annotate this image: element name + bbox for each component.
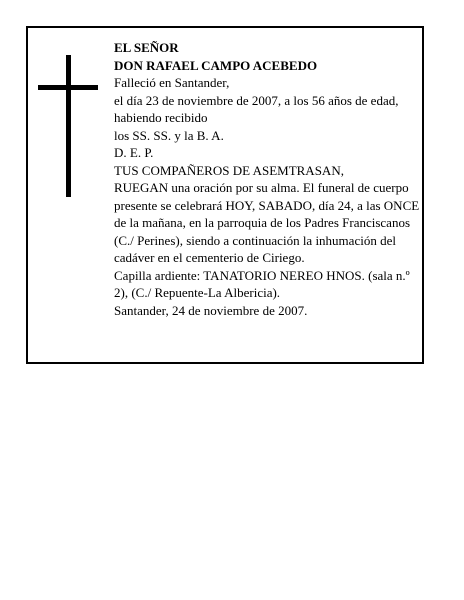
died-in-text: Falleció en Santander,	[114, 75, 230, 90]
died-date-text: el día 23 de noviembre de 2007, a los 56 años de edad, habiendo recibido	[114, 92, 399, 125]
place-date-text: Santander, 24 de noviembre de 2007.	[114, 302, 308, 318]
deceased-name: DON RAFAEL CAMPO ACEBEDO	[114, 57, 318, 73]
funeral-text: RUEGAN una oración por su alma. El funeral de cuerpo presente se celebrará HOY, SABADO, día 24, a las ONCE de la mañana, en la parroquia de los Padres Franciscanos (C./ Perines), siendo a continuación la inhumación del cadáver en el cementerio de Ciriego.	[114, 180, 420, 265]
colleagues-text: TUS COMPAÑEROS DE ASEMTRASAN,	[114, 162, 344, 178]
cross-vertical-bar	[66, 55, 71, 197]
chapel-text: Capilla ardiente: TANATORIO NEREO HNOS. (sala n.º 2), (C./ Repuente-La Albericia).	[114, 267, 410, 300]
sacraments-text: los SS. SS. y la B. A.	[114, 127, 224, 143]
obituary-notice	[26, 26, 424, 364]
heading-title: EL SEÑOR	[114, 40, 179, 55]
rip-text: D. E. P.	[114, 145, 154, 160]
notice-text	[114, 39, 420, 319]
cross-horizontal-bar	[38, 85, 98, 90]
